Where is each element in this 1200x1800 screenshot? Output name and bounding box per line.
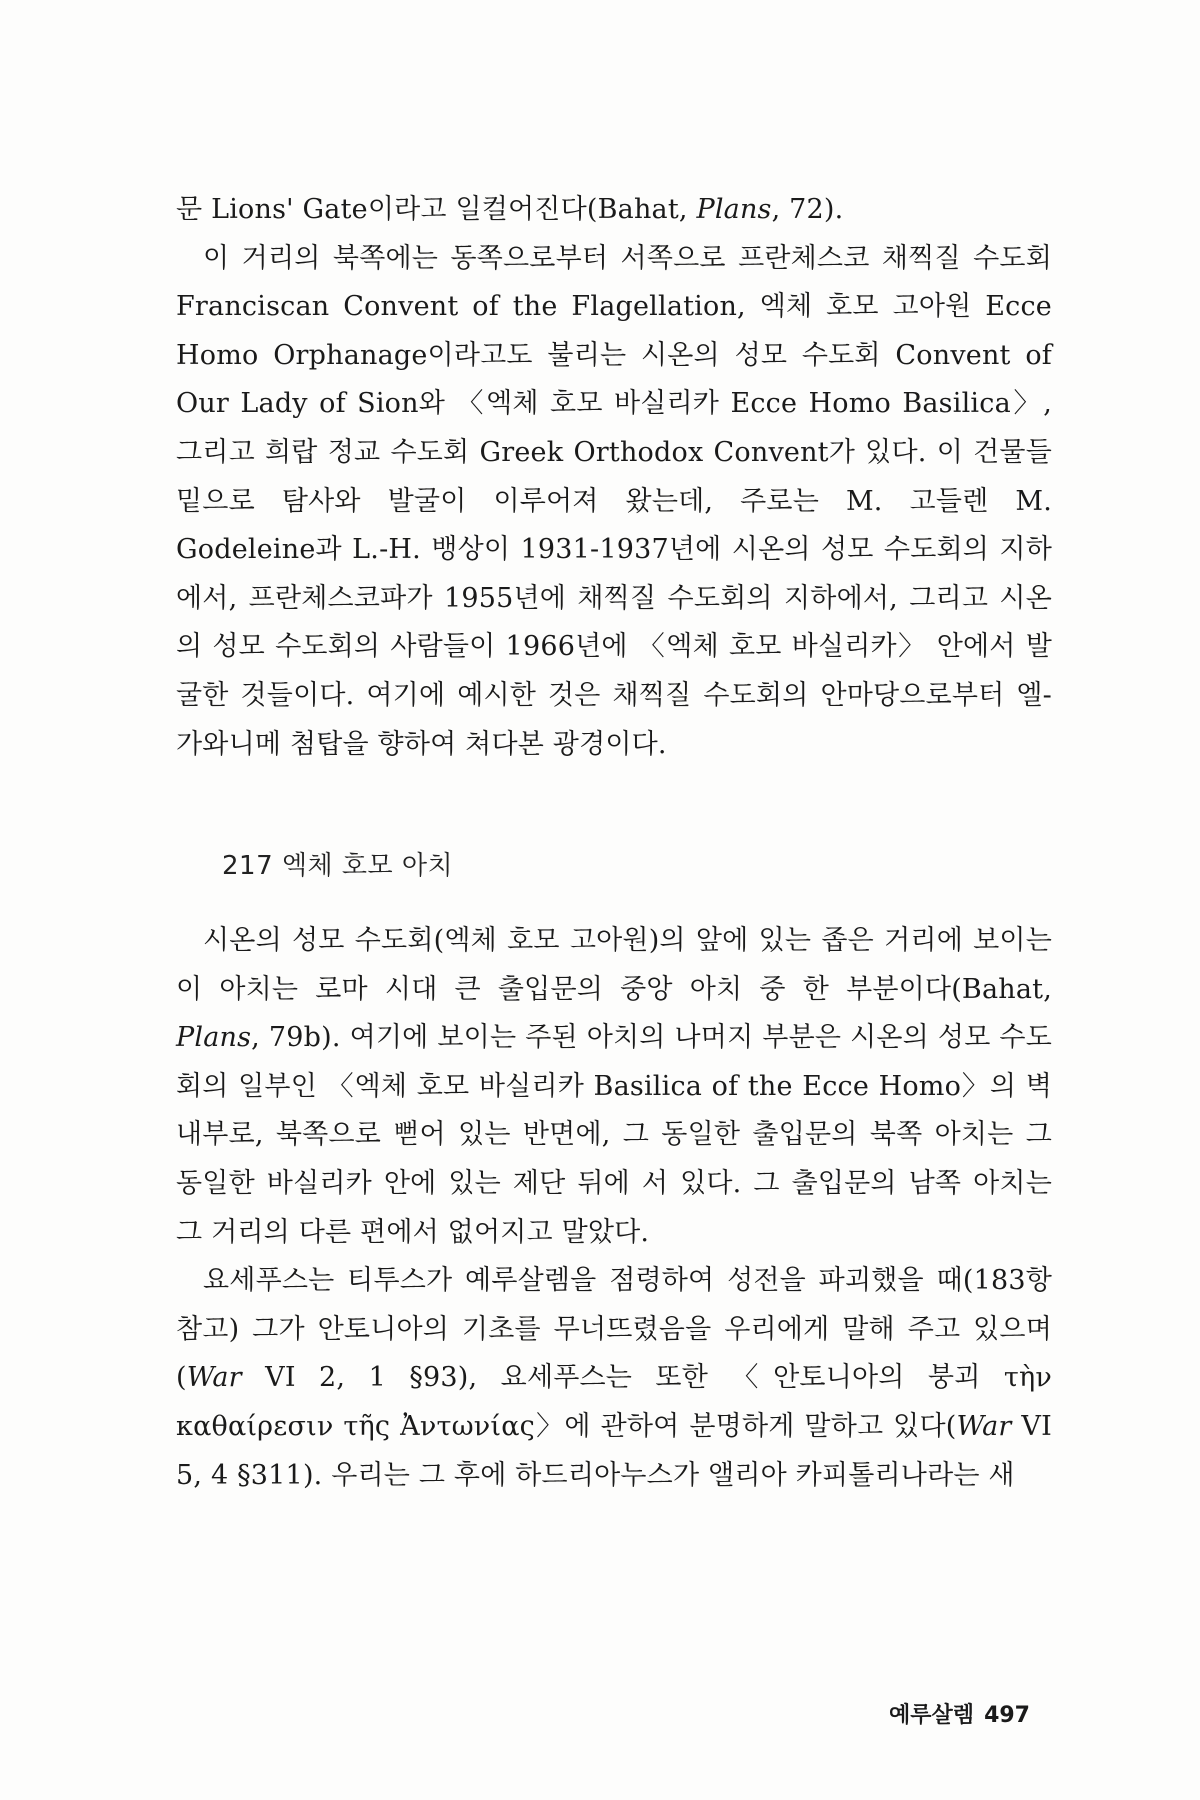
text-block-top — [176, 186, 1052, 769]
paragraph-continued — [176, 186, 1052, 235]
running-title: 예루살렘 — [889, 1703, 975, 1728]
text-run: 요세푸스는 티투스가 예루살렘을 점령하여 성전을 파괴했을 때(183항 참고) 그가 안토니아의 기초를 무너뜨렸음을 우리에게 말해 주고 있으며( — [176, 1265, 1052, 1394]
italic-title: Plans — [696, 194, 772, 225]
text-run: 시온의 성모 수도회(엑체 호모 고아원)의 앞에 있는 좁은 거리에 보이는 이 아치는 로마 시대 큰 출입문의 중앙 아치 중 한 부분이다(Bahat, — [176, 925, 1052, 1005]
italic-title: War — [956, 1410, 1012, 1442]
text-run: VI 2, 1 §93), 요세푸스는 또한 〈안토니아의 붕괴 τὴν καθαίρεσιν τῆς Ἀντωνίας〉에 관하여 분명하게 말하고 있다( — [176, 1362, 1052, 1442]
page-footer — [889, 1698, 1030, 1729]
text-run: , 79b). 여기에 보이는 주된 아치의 나머지 부분은 시온의 성모 수도회의 일부인 〈엑체 호모 바실리카 Basilica of the Ecce Homo〉의 벽 내부로, 북쪽으로 뻗어 있는 반면에, 그 동일한 출입문의 북쪽 아치는 그 동일한 바실리카 안에 있는 제단 뒤에 서 있다. 그 출입문의 남쪽 아치는 그 거리의 다른 편에서 없어지고 말았다. — [176, 1022, 1052, 1248]
page-number: 497 — [984, 1703, 1030, 1728]
text-run: 문 Lions' Gate이라고 일컬어진다(Bahat, — [176, 194, 697, 225]
paragraph-convents: 이 거리의 북쪽에는 동쪽으로부터 서쪽으로 프란체스코 채찍질 수도회 Franciscan Convent of the Flagellation, 엑체 호모 고아원 Ecce Homo Orphanage이라고도 불리는 시온의 성모 수도회 Convent of Our Lady of Sion와 〈엑체 호모 바실리카 Ecce Homo Basilica〉, 그리고 희랍 정교 수도회 Greek Orthodox Convent가 있다. 이 건물들 밑으로 탐사와 발굴이 이루어져 왔는데, 주로는 M. 고들렌 M. Godeleine과 L.-H. 뱅상이 1931-1937년에 시온의 성모 수도회의 지하에서, 프란체스코파가 1955년에 채찍질 수도회의 지하에서, 그리고 시온의 성모 수도회의 사람들이 1966년에 〈엑체 호모 바실리카〉 안에서 발굴한 것들이다. 여기에 예시한 것은 채찍질 수도회의 안마당으로부터 엘-가와니메 첨탑을 향하여 쳐다본 광경이다. — [176, 242, 1052, 760]
section-heading: 217 엑체 호모 아치 — [222, 851, 454, 881]
italic-title: Plans — [176, 1022, 252, 1054]
paragraph-arch — [176, 917, 1052, 1257]
text-block-bottom — [176, 917, 1052, 1500]
italic-title: War — [186, 1362, 242, 1394]
paragraph-josephus — [176, 1257, 1052, 1500]
text-run: VI 5, 4 §311). 우리는 그 후에 하드리아누스가 앨리아 카피톨리나라는 새 — [176, 1410, 1052, 1491]
text-run: , 72). — [771, 194, 844, 225]
